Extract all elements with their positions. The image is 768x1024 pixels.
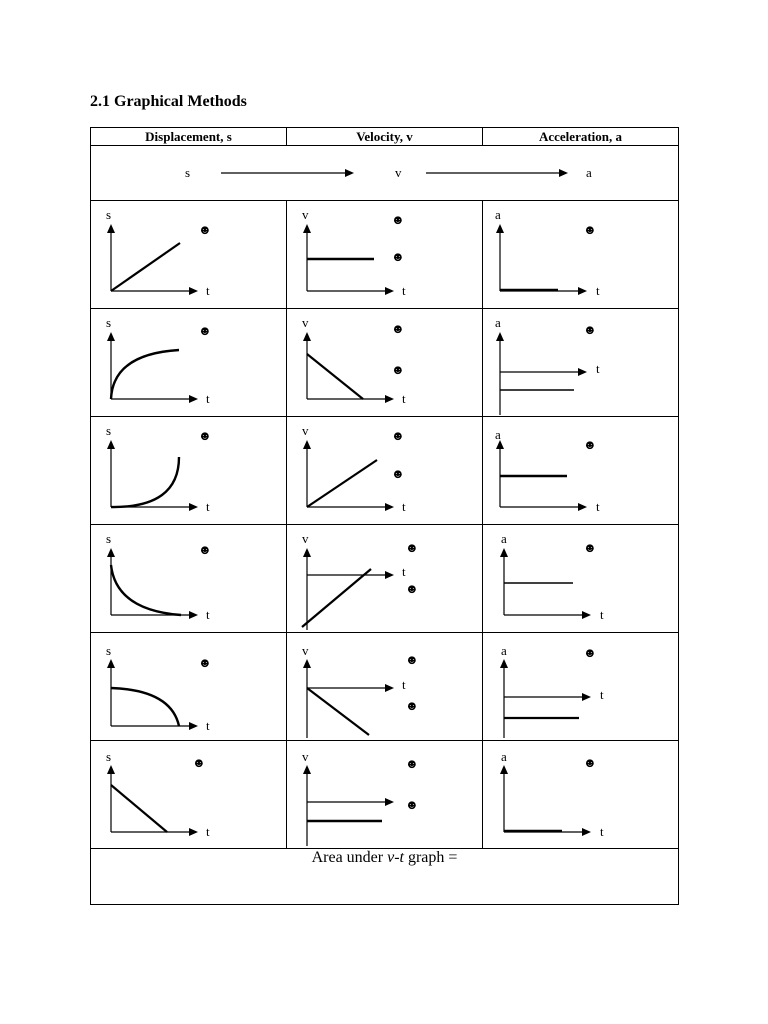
graph-cell (91, 741, 287, 849)
axis-label-s: s (106, 207, 112, 222)
graph-cell (91, 525, 287, 633)
graph-row-6 (91, 741, 679, 849)
area-cell (91, 849, 679, 905)
graph-cell (287, 417, 483, 525)
graph-row-1 (91, 201, 679, 309)
graph-curve (111, 565, 181, 615)
axis-label-t: t (206, 718, 210, 733)
graph-curve (111, 785, 167, 832)
graph-cell (483, 741, 679, 849)
graph-row-5 (91, 633, 679, 741)
axis-label-v: v (302, 643, 309, 658)
header-velocity: Velocity, v (287, 128, 483, 146)
graph-row-2 (91, 309, 679, 417)
s-t-graph (91, 309, 287, 416)
graph-cell (483, 525, 679, 633)
graph-cell (287, 633, 483, 741)
smiley-icon: ☻ (583, 645, 597, 660)
axis-label-t: t (402, 391, 406, 406)
axis-label-a: a (495, 315, 501, 330)
graph-curve (111, 457, 179, 507)
axis-label-t: t (402, 564, 406, 579)
smiley-icon: ☻ (583, 322, 597, 337)
axis-label-t: t (600, 824, 604, 839)
axis-label-a: a (501, 531, 507, 546)
smiley-icon: ☻ (198, 655, 212, 670)
smiley-icon: ☻ (391, 466, 405, 481)
graph-curve (307, 460, 377, 507)
axis-label-t: t (596, 283, 600, 298)
smiley-icon: ☻ (198, 222, 212, 237)
smiley-icon: ☻ (405, 652, 419, 667)
graph-curve (111, 688, 179, 726)
axis-label-t: t (596, 361, 600, 376)
flow-v-label: v (395, 165, 402, 180)
header-displacement: Displacement, s (91, 128, 287, 146)
graph-curve (307, 354, 363, 399)
axis-label-t: t (596, 499, 600, 514)
axis-label-t: t (600, 687, 604, 702)
axis-label-a: a (495, 427, 501, 442)
a-t-graph (483, 417, 679, 524)
flow-row (91, 146, 679, 201)
flow-cell (91, 146, 679, 201)
s-t-graph (91, 741, 287, 848)
axis-label-s: s (106, 423, 112, 438)
smiley-icon: ☻ (583, 437, 597, 452)
graph-cell (91, 417, 287, 525)
axis-label-t: t (600, 607, 604, 622)
header-acceleration: Acceleration, a (483, 128, 679, 146)
axis-label-t: t (206, 391, 210, 406)
axis-label-t: t (206, 607, 210, 622)
area-row (91, 849, 679, 905)
smiley-icon: ☻ (405, 581, 419, 596)
flow-a-label: a (586, 165, 592, 180)
arrow-right-icon (345, 169, 354, 177)
v-t-graph (287, 309, 483, 416)
s-t-graph (91, 525, 287, 632)
graph-cell (483, 633, 679, 741)
graph-row-4 (91, 525, 679, 633)
v-t-graph (287, 525, 483, 632)
graphical-methods-table (90, 127, 679, 905)
axis-label-v: v (302, 531, 309, 546)
axis-label-t: t (402, 677, 406, 692)
graph-row-3 (91, 417, 679, 525)
area-text-italic: v-t (387, 849, 404, 866)
graph-cell (483, 309, 679, 417)
smiley-icon: ☻ (198, 542, 212, 557)
smiley-icon: ☻ (405, 540, 419, 555)
flow-s-label: s (185, 165, 191, 180)
graph-curve (111, 350, 179, 399)
axis-label-v: v (302, 207, 309, 222)
graph-cell (483, 201, 679, 309)
a-t-graph (483, 201, 679, 308)
v-t-graph (287, 201, 483, 308)
smiley-icon: ☻ (405, 797, 419, 812)
a-t-graph (483, 525, 679, 632)
flow-diagram (91, 146, 679, 200)
smiley-icon: ☻ (192, 755, 206, 770)
smiley-icon: ☻ (405, 756, 419, 771)
axis-label-t: t (206, 824, 210, 839)
section-title: 2.1 Graphical Methods (90, 93, 247, 110)
area-text-before: Area under (311, 849, 388, 866)
axis-label-s: s (106, 749, 112, 764)
graph-cell (287, 309, 483, 417)
arrow-right-icon (559, 169, 568, 177)
smiley-icon: ☻ (391, 362, 405, 377)
smiley-icon: ☻ (583, 540, 597, 555)
axis-label-s: s (106, 531, 112, 546)
graph-curve (111, 243, 180, 291)
smiley-icon: ☻ (391, 428, 405, 443)
axis-label-s: s (106, 315, 112, 330)
area-text-after: graph = (403, 849, 458, 866)
axis-label-v: v (302, 423, 309, 438)
graph-cell (287, 525, 483, 633)
axis-label-a: a (501, 749, 507, 764)
v-t-graph (287, 741, 483, 848)
s-t-graph (91, 417, 287, 524)
axis-label-t: t (206, 499, 210, 514)
axis-label-v: v (302, 315, 309, 330)
graph-cell (91, 633, 287, 741)
smiley-icon: ☻ (583, 222, 597, 237)
axis-label-t: t (402, 499, 406, 514)
smiley-icon: ☻ (405, 698, 419, 713)
axis-label-v: v (302, 749, 309, 764)
graph-cell (287, 201, 483, 309)
header-row (91, 128, 679, 146)
axis-label-a: a (495, 207, 501, 222)
a-t-graph (483, 741, 679, 848)
smiley-icon: ☻ (198, 323, 212, 338)
v-t-graph (287, 633, 483, 740)
axis-label-t: t (402, 283, 406, 298)
smiley-icon: ☻ (583, 755, 597, 770)
smiley-icon: ☻ (391, 212, 405, 227)
graph-cell (91, 201, 287, 309)
axis-label-s: s (106, 643, 112, 658)
axis-label-t: t (206, 283, 210, 298)
graph-cell (287, 741, 483, 849)
graph-curve (307, 688, 369, 735)
a-t-graph (483, 633, 679, 740)
smiley-icon: ☻ (391, 321, 405, 336)
s-t-graph (91, 201, 287, 308)
s-t-graph (91, 633, 287, 740)
a-t-graph (483, 309, 679, 416)
v-t-graph (287, 417, 483, 524)
graph-curve (302, 569, 371, 627)
graph-cell (483, 417, 679, 525)
axis-label-a: a (501, 643, 507, 658)
graph-cell (91, 309, 287, 417)
smiley-icon: ☻ (198, 428, 212, 443)
smiley-icon: ☻ (391, 249, 405, 264)
